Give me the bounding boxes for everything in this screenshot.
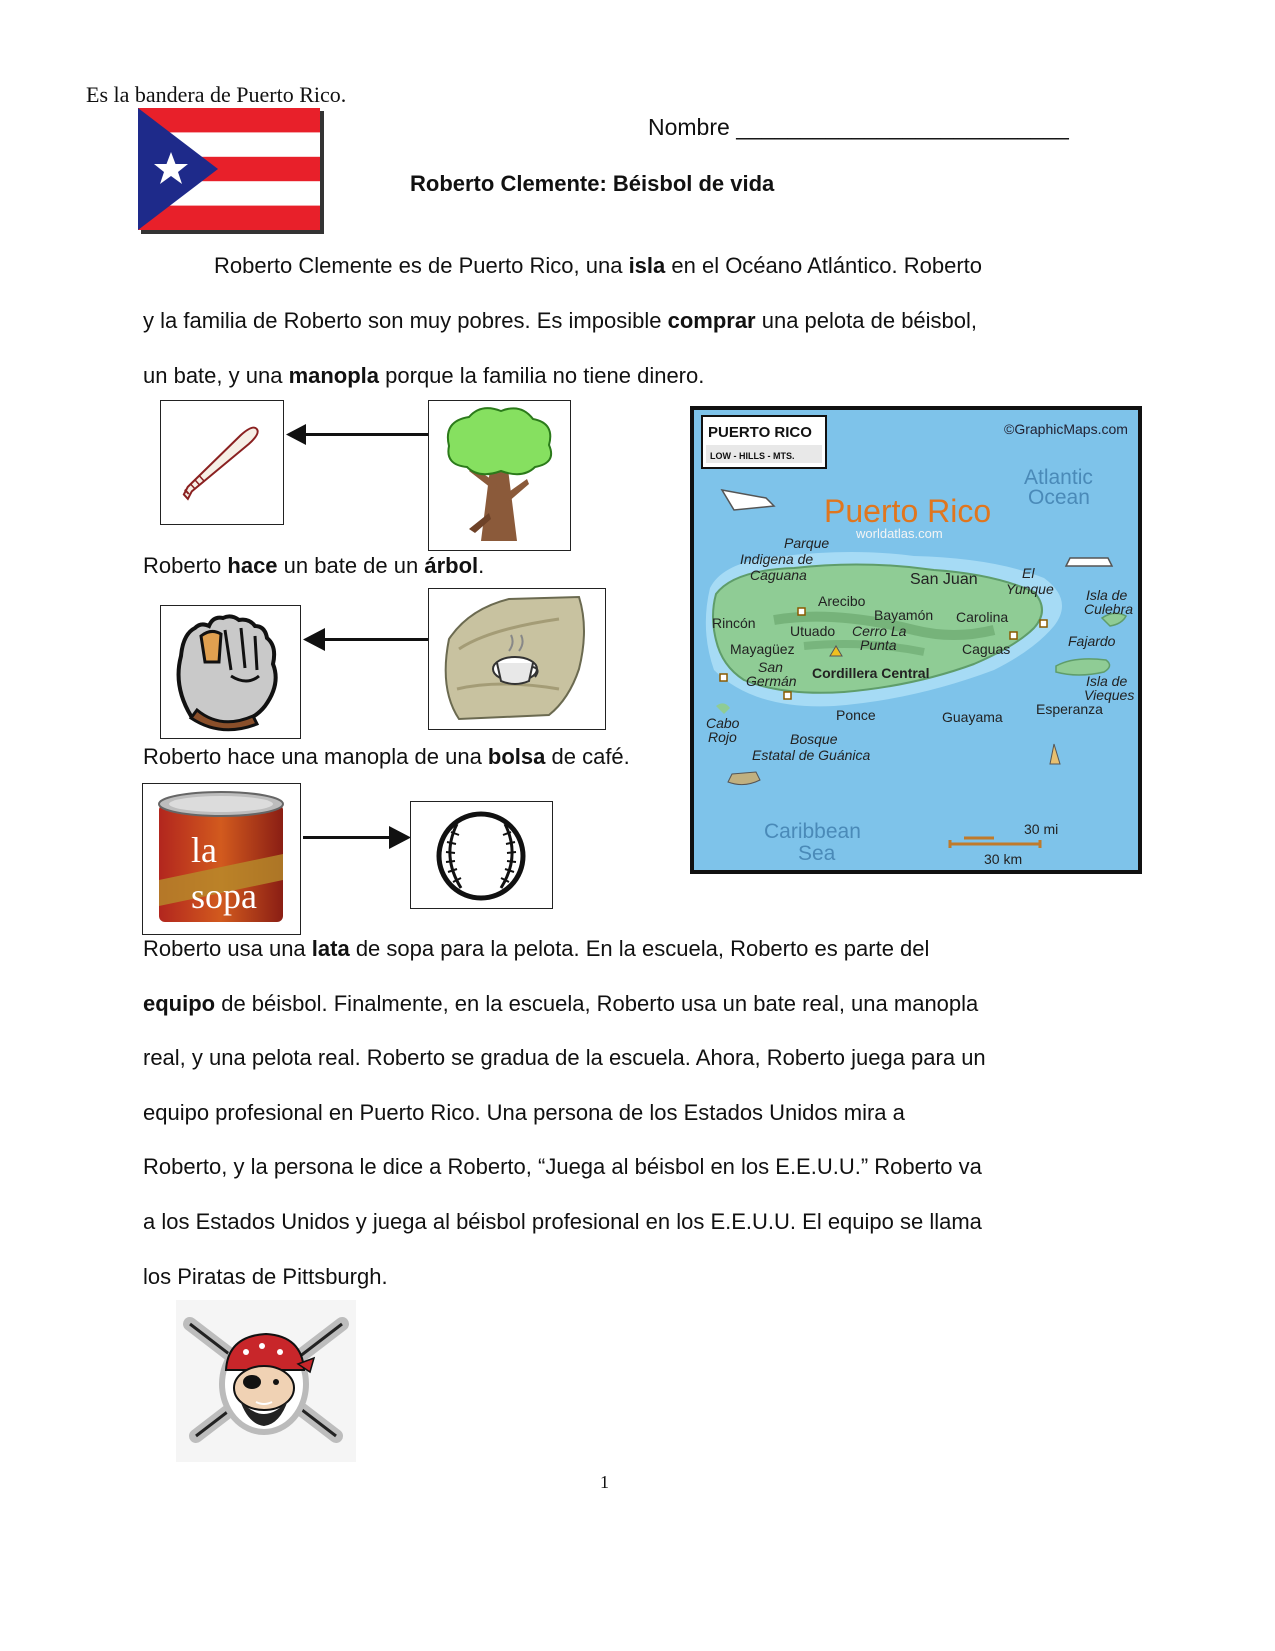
arrowhead-left-icon <box>286 424 306 445</box>
name-blank[interactable]: __________________________ <box>736 114 1069 140</box>
map-esperanza: Esperanza <box>1036 701 1103 717</box>
map-culebra-2: Culebra <box>1084 601 1134 617</box>
baseball-image <box>410 801 553 909</box>
arrow-bag-to-glove <box>322 638 428 641</box>
map-bosque-1: Bosque <box>790 731 838 747</box>
map-fajardo: Fajardo <box>1068 633 1116 649</box>
map-cabo-1: Cabo <box>706 715 740 731</box>
intro-line-1: Roberto Clemente es de Puerto Rico, una isla en el Océano Atlántico. Roberto <box>214 253 983 278</box>
baseball-icon <box>411 802 550 906</box>
story-line-5: Roberto, y la persona le dice a Roberto, “Juega al béisbol en los E.E.U.U.” Roberto va <box>143 1154 982 1179</box>
map-san-german-2: Germán <box>746 673 797 689</box>
puerto-rico-flag <box>138 108 324 234</box>
caption-bat-from-tree: Roberto hace un bate de un árbol. <box>143 553 485 578</box>
intro-line-2: y la familia de Roberto son muy pobres. Es imposible comprar una pelota de béisbol, <box>143 308 978 333</box>
map-caguas: Caguas <box>962 641 1011 657</box>
story-line-4: equipo profesional en Puerto Rico. Una persona de los Estados Unidos mira a <box>143 1100 905 1125</box>
map-cordillera: Cordillera Central <box>812 665 930 681</box>
map-cabo-2: Rojo <box>708 729 737 745</box>
map-legend-sub: LOW - HILLS - MTS. <box>710 451 795 461</box>
story-line-3: real, y una pelota real. Roberto se gradua de la escuela. Ahora, Roberto juega para un <box>143 1045 986 1070</box>
map-carolina: Carolina <box>956 609 1009 625</box>
map-atlantic-1: Atlantic <box>1024 466 1093 489</box>
bat-icon <box>161 401 281 522</box>
arrow-tree-to-bat <box>300 433 428 436</box>
name-field[interactable] <box>648 114 1069 141</box>
arrowhead-right-icon <box>389 826 411 849</box>
coffee-bag-image <box>428 588 606 730</box>
soup-can-image <box>142 783 301 935</box>
map-ponce: Ponce <box>836 707 876 723</box>
can-label-la: la <box>191 830 217 870</box>
tree-icon <box>429 401 568 548</box>
tree-image <box>428 400 571 551</box>
intro-line-3: un bate, y una manopla porque la familia no tiene dinero. <box>143 363 705 388</box>
pirates-logo <box>176 1300 356 1462</box>
map-bosque-2: Estatal de Guánica <box>752 747 871 763</box>
story-line-6: a los Estados Unidos y juega al béisbol profesional en los E.E.U.U. El equipo se llama <box>143 1209 982 1234</box>
map-vieques-2: Vieques <box>1084 687 1135 703</box>
map-cerro-2: Punta <box>860 637 897 653</box>
glove-image <box>160 605 301 739</box>
page-title: Roberto Clemente: Béisbol de vida <box>410 171 775 196</box>
map-san-german-1: San <box>758 659 783 675</box>
page-number: 1 <box>600 1472 609 1492</box>
map-guayama: Guayama <box>942 709 1003 725</box>
map-caribbean-2: Sea <box>798 842 836 865</box>
map-subtitle: worldatlas.com <box>856 526 943 541</box>
map-rincon: Rincón <box>712 615 756 631</box>
map-culebra-1: Isla de <box>1086 587 1128 603</box>
name-label: Nombre <box>648 114 730 140</box>
map-copyright: ©GraphicMaps.com <box>1004 421 1128 437</box>
map-scale-mi: 30 mi <box>1024 821 1059 837</box>
map-utuado: Utuado <box>790 623 836 639</box>
map-bayamon: Bayamón <box>874 607 934 623</box>
map-mayaguez: Mayagüez <box>730 641 795 657</box>
coffee-bag-icon <box>429 589 603 727</box>
map-san-juan: San Juan <box>910 571 978 588</box>
puerto-rico-map <box>690 406 1142 874</box>
map-parque-1: Parque <box>784 535 830 551</box>
can-label-sopa: sopa <box>191 876 257 916</box>
map-caribbean-1: Caribbean <box>764 820 861 843</box>
map-atlantic-2: Ocean <box>1028 486 1090 509</box>
story-line-1: Roberto usa una lata de sopa para la pelota. En la escuela, Roberto es parte del <box>143 936 930 961</box>
arrow-can-to-ball <box>303 836 391 839</box>
map-scale-km: 30 km <box>984 851 1023 867</box>
story-line-7: los Piratas de Pittsburgh. <box>143 1264 388 1289</box>
story-line-2: equipo de béisbol. Finalmente, en la escuela, Roberto usa un bate real, una manopla <box>143 991 979 1016</box>
bat-image <box>160 400 284 525</box>
map-legend-title: PUERTO RICO <box>708 424 812 441</box>
map-title: Puerto Rico <box>824 493 992 529</box>
map-arecibo: Arecibo <box>818 593 866 609</box>
map-parque-2: Indigena de <box>740 551 814 567</box>
map-el-yunque-2: Yunque <box>1006 581 1054 597</box>
baseball-glove-icon <box>161 606 298 736</box>
flag-caption: Es la bandera de Puerto Rico. <box>86 82 347 107</box>
map-el-yunque-1: El <box>1022 565 1035 581</box>
arrowhead-left-icon <box>303 628 325 651</box>
caption-glove-from-bag: Roberto hace una manopla de una bolsa de café. <box>143 744 630 769</box>
map-vieques-1: Isla de <box>1086 673 1128 689</box>
map-cerro-1: Cerro La <box>852 623 907 639</box>
map-parque-3: Caguana <box>750 567 807 583</box>
soup-can-icon <box>143 784 298 932</box>
